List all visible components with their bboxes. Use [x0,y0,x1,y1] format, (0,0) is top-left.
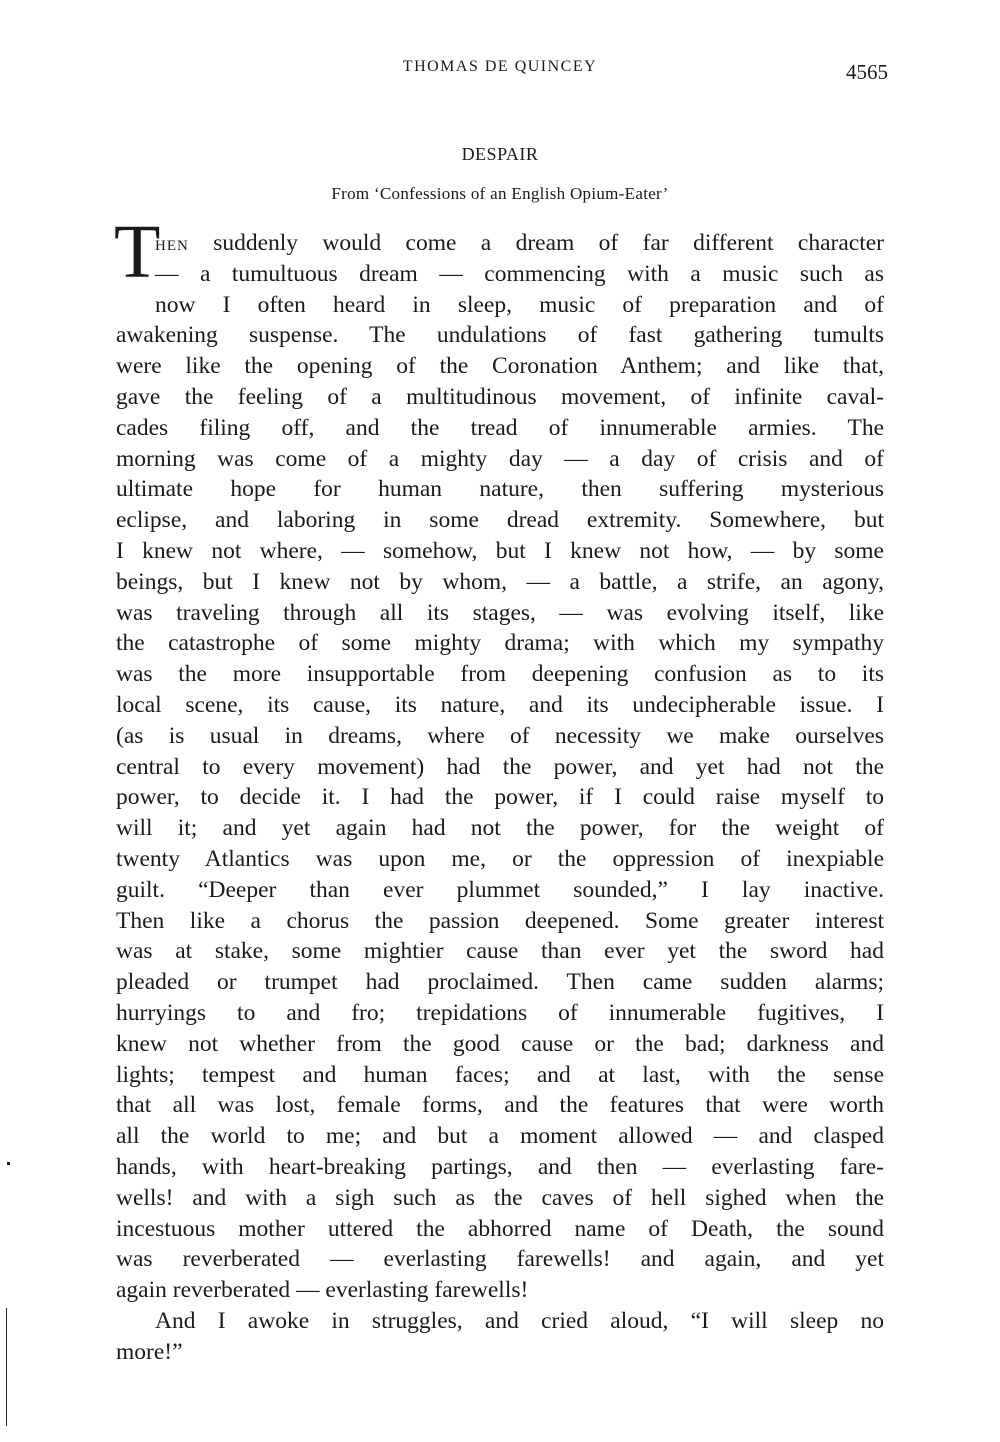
text-line: again reverberated — everlasting farewells! [116,1277,529,1304]
text-line: And I awoke in struggles, and cried aloud, “I will sleep no [155,1308,884,1334]
text-line: the catastrophe of some mighty drama; with which my sympathy [116,630,884,657]
text-line: (as is usual in dreams, where of necessity we make ourselves [116,722,884,749]
text-line: ultimate hope for human nature, then suffering mysterious [116,476,884,503]
text-line: hurryings to and fro; trepidations of innumerable fugitives, I [116,1000,884,1026]
text-line: knew not whether from the good cause or the bad; darkness and [116,1030,884,1057]
section-title: DESPAIR [461,144,539,164]
text-line: incestuous mother uttered the abhorred name of Death, the sound [116,1215,884,1242]
text-line: Then like a chorus the passion deepened. Some greater interest [116,907,884,934]
text-line: local scene, its cause, its nature, and its undecipherable issue. I [116,692,884,718]
text-line: was at stake, some mightier cause than ever yet the sword had [116,938,884,965]
text-line: HEN suddenly would come a dream of far different character [155,230,884,256]
text-line: were like the opening of the Coronation Anthem; and like that, [116,353,884,380]
text-line: — a tumultuous dream — commencing with a music such as [155,260,884,287]
text-line: more!” [116,1338,183,1365]
text-line: morning was come of a mighty day — a day of crisis and of [116,445,884,472]
page-number: 4565 [846,60,888,84]
text-line: all the world to me; and but a moment allowed — and clasped [116,1123,884,1150]
text-line: was reverberated — everlasting farewells! and again, and yet [116,1246,884,1273]
text-line: cades filing off, and the tread of innumerable armies. The [116,414,884,441]
drop-cap: T [114,210,161,294]
first-word-smallcaps: HEN [155,238,189,254]
text-line: lights; tempest and human faces; and at last, with the sense [116,1061,884,1088]
text-line: twenty Atlantics was upon me, or the oppression of inexpiable [116,846,884,872]
text-line: was traveling through all its stages, — was evolving itself, like [116,599,884,626]
text-line: that all was lost, female forms, and the features that were worth [116,1092,884,1119]
text-line: was the more insupportable from deepening confusion as to its [116,661,884,688]
text-line: I knew not where, — somehow, but I knew not how, — by some [116,538,884,564]
text-line: pleaded or trumpet had proclaimed. Then came sudden alarms; [116,969,884,996]
section-subtitle: From ‘Confessions of an English Opium-Eater’ [331,184,669,203]
text-line: central to every movement) had the power, and yet had not the [116,753,884,780]
text-line: beings, but I knew not by whom, — a battle, a strife, an agony, [116,568,884,595]
text-line: will it; and yet again had not the power, for the weight of [116,815,884,842]
running-head: THOMAS DE QUINCEY [402,58,598,75]
text-line: guilt. “Deeper than ever plummet sounded,” I lay inactive. [116,876,884,903]
scan-margin-line [6,1308,7,1426]
text-line: hands, with heart-breaking partings, and then — everlasting fare- [116,1154,884,1180]
text-line: wells! and with a sigh such as the caves of hell sighed when the [116,1184,884,1211]
text-line: gave the feeling of a multitudinous movement, of infinite caval- [116,384,884,410]
text-line: power, to decide it. I had the power, if I could raise myself to [116,784,884,811]
text-line: now I often heard in sleep, music of preparation and of [155,291,884,318]
text-line: awakening suspense. The undulations of fast gathering tumults [116,322,884,349]
text-line: eclipse, and laboring in some dread extremity. Somewhere, but [116,507,884,534]
scan-speck [7,1162,10,1165]
